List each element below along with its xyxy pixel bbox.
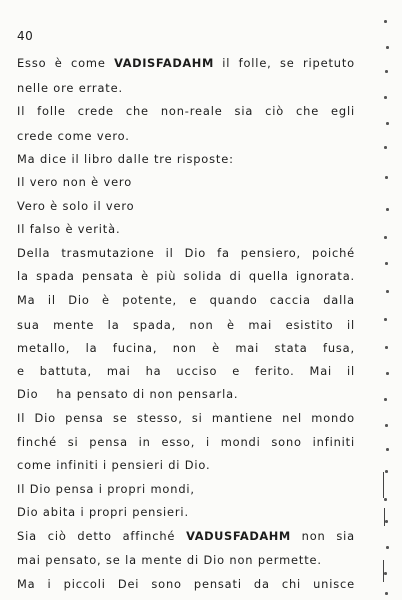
text-span: Ma dice il libro dalle tre risposte: <box>17 152 234 166</box>
text-span: sua mente la spada, non è mai esistito il <box>17 318 355 332</box>
text-line <box>17 435 355 449</box>
scan-mark <box>385 70 388 73</box>
scan-mark <box>385 176 388 179</box>
text-span: finché si pensa in esso, i mondi sono infiniti <box>17 435 355 449</box>
text-line <box>17 81 123 95</box>
text-span: Il folle crede che non-reale sia ciò che egli <box>17 104 355 118</box>
scan-mark <box>385 262 388 265</box>
text-line <box>17 505 189 519</box>
scan-mark <box>386 546 389 549</box>
text-span: Il vero non è vero <box>17 175 133 189</box>
text-span: il folle, se ripetuto <box>213 56 355 70</box>
text-span: Il Dio pensa se stesso, si mantiene nel mondo <box>17 411 355 425</box>
scan-mark <box>385 424 388 427</box>
text-span: non sia <box>290 529 356 543</box>
text-span: nelle ore errate. <box>17 81 123 95</box>
scan-mark <box>385 470 388 473</box>
scan-bar <box>383 472 384 498</box>
text-line <box>17 246 355 260</box>
text-span: Ma i piccoli Dei sono pensati da chi unisce <box>17 577 355 591</box>
text-span: Della trasmutazione il Dio fa pensiero, poiché <box>17 246 355 260</box>
text-line <box>17 222 120 236</box>
binding-margin-marks <box>362 0 402 600</box>
text-line <box>17 482 195 496</box>
text-line <box>17 318 355 332</box>
text-span: e battuta, mai ha ucciso e ferito. Mai il <box>17 364 355 378</box>
text-line <box>17 199 134 213</box>
text-line <box>17 152 234 166</box>
text-span: Dio ha pensato di non pensarla. <box>17 387 239 401</box>
emphasized-word: VADISFADAHM <box>114 56 214 70</box>
scan-mark <box>385 592 388 595</box>
text-span: mai pensato, se la mente di Dio non permette. <box>17 553 322 567</box>
text-line <box>17 411 355 425</box>
scan-mark <box>386 46 389 49</box>
text-line <box>17 56 355 70</box>
scan-mark <box>384 20 387 23</box>
text-line <box>17 269 355 283</box>
scan-bar <box>383 560 384 582</box>
scan-bar <box>384 508 385 526</box>
text-span: Il falso è verità. <box>17 222 121 236</box>
scan-mark <box>384 146 387 149</box>
text-span: Esso è come <box>17 56 115 70</box>
text-span: crede come vero. <box>17 129 130 143</box>
text-span: metallo, la fucina, non è mai stata fusa, <box>17 341 355 355</box>
scan-mark <box>384 498 387 501</box>
text-span: come infiniti i pensieri di Dio. <box>17 458 211 472</box>
text-span: Dio abita i propri pensieri. <box>17 505 189 519</box>
text-line <box>17 104 355 118</box>
text-line <box>17 129 130 143</box>
text-line <box>17 529 355 543</box>
text-line <box>17 458 211 472</box>
scan-mark <box>386 372 389 375</box>
text-span: Sia ciò detto affinché <box>17 529 187 543</box>
text-line <box>17 175 132 189</box>
text-line <box>17 364 355 378</box>
scan-mark <box>385 346 388 349</box>
text-line <box>17 577 355 591</box>
text-span: la spada pensata è più solida di quella ignorata. <box>17 269 355 283</box>
text-span: Vero è solo il vero <box>17 199 135 213</box>
scan-mark <box>386 290 389 293</box>
scan-mark <box>384 96 387 99</box>
scan-mark <box>386 208 389 211</box>
scan-mark <box>384 398 387 401</box>
scan-mark <box>384 236 387 239</box>
text-span: Ma il Dio è potente, e quando caccia dalla <box>17 293 355 307</box>
text-line <box>17 293 355 307</box>
text-line <box>17 387 238 401</box>
scan-mark <box>384 318 387 321</box>
scan-mark <box>386 448 389 451</box>
text-line <box>17 553 322 567</box>
page-number: 40 <box>17 29 34 43</box>
scan-mark <box>386 122 389 125</box>
emphasized-word: VADUSFADAHM <box>186 529 291 543</box>
text-span: Il Dio pensa i propri mondi, <box>17 482 195 496</box>
text-line <box>17 341 355 355</box>
